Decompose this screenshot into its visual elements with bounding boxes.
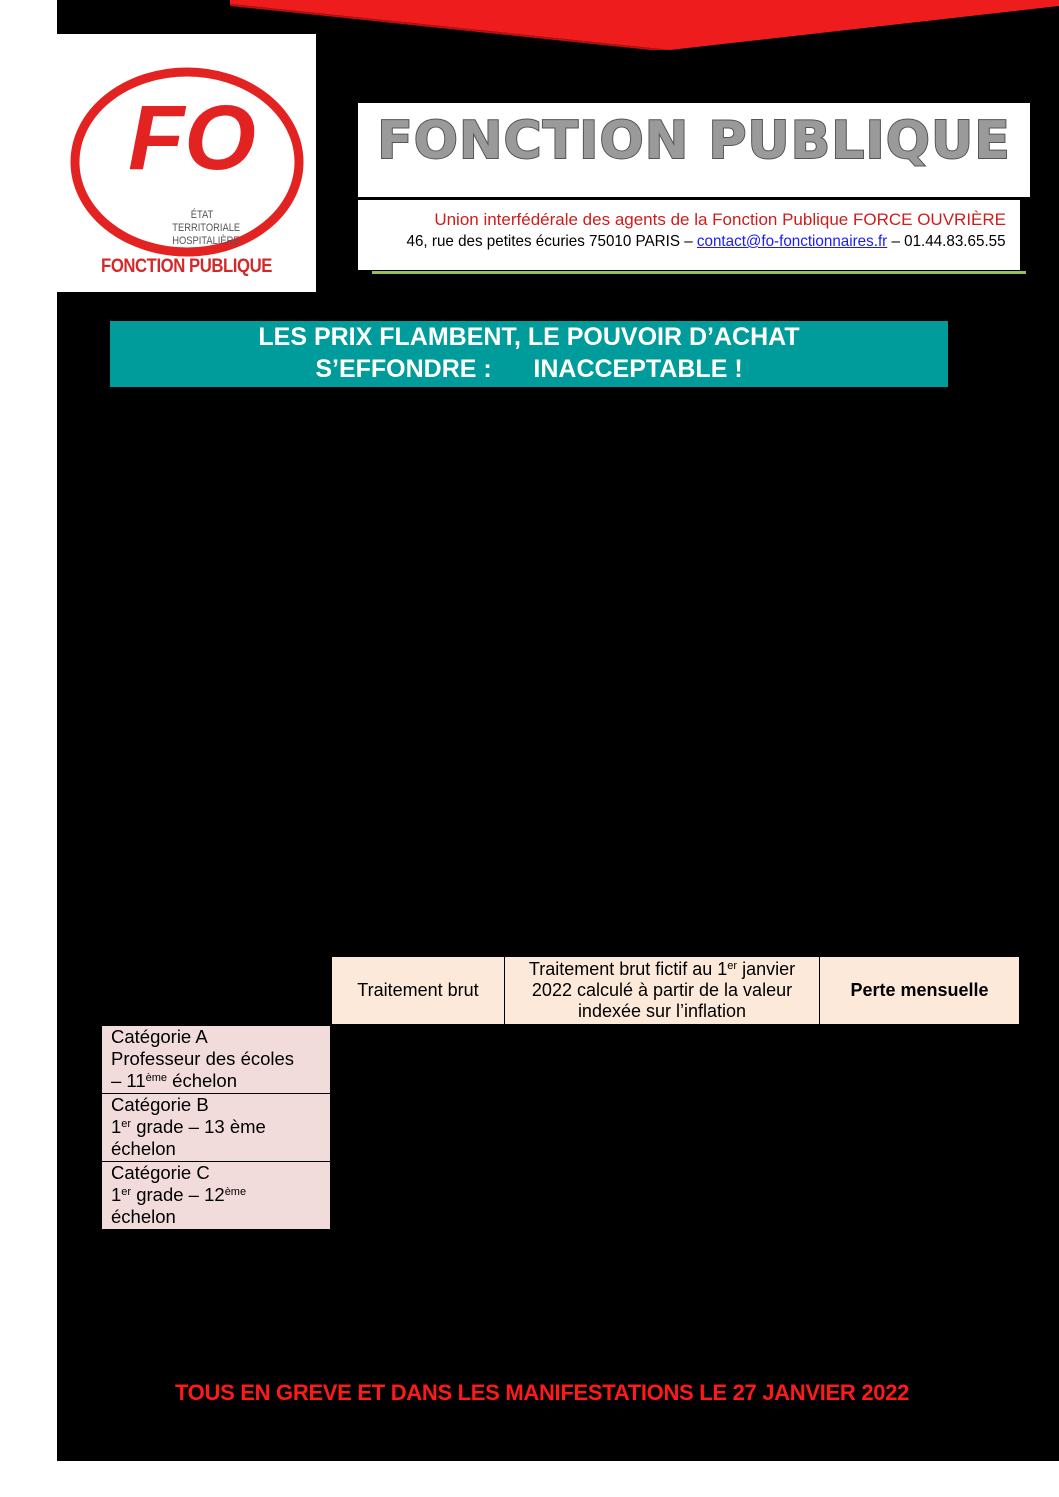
headline-line-1: LES PRIX FLAMBENT, LE POUVOIR D’ACHAT bbox=[258, 323, 800, 351]
page-title: FONCTION PUBLIQUE bbox=[377, 111, 1011, 171]
row-header-categorie-a: Catégorie A Professeur des écoles – 11ème échelon bbox=[101, 1025, 331, 1094]
column-header-perte-mensuelle: Perte mensuelle bbox=[819, 956, 1020, 1025]
green-divider bbox=[372, 271, 1026, 274]
logo-footer-text: FONCTION PUBLIQUE bbox=[101, 256, 272, 277]
column-header-traitement-fictif: Traitement brut fictif au 1er janvier 2022 calculé à partir de la valeur indexée sur l’inflation bbox=[504, 956, 820, 1025]
email-link[interactable]: contact@fo-fonctionnaires.fr bbox=[697, 233, 888, 250]
logo-subtitle: ÉTAT TERRITORIALE HOSPITALIÈRE bbox=[172, 209, 241, 247]
address-box bbox=[358, 200, 1020, 270]
top-red-banner bbox=[230, 0, 1059, 50]
strike-call: TOUS EN GREVE ET DANS LES MANIFESTATIONS LE 27 JANVIER 2022 bbox=[174, 1380, 910, 1405]
logo-letters: FO bbox=[128, 87, 256, 189]
address-line: 46, rue des petites écuries 75010 PARIS – contact@fo-fonctionnaires.fr – 01.44.83.65.55 bbox=[406, 233, 1006, 250]
row-header-categorie-c: Catégorie C 1er grade – 12ème échelon bbox=[101, 1161, 331, 1230]
row-header-categorie-b: Catégorie B 1er grade – 13 ème échelon bbox=[101, 1093, 331, 1162]
headline-line-2: S’EFFONDRE : INACCEPTABLE ! bbox=[315, 355, 743, 383]
fo-logo bbox=[57, 34, 316, 292]
title-box bbox=[358, 103, 1030, 197]
headline-banner bbox=[110, 321, 948, 387]
union-line: Union interfédérale des agents de la Fonction Publique FORCE OUVRIÈRE bbox=[434, 210, 1006, 229]
fo-logo-emblem bbox=[57, 34, 316, 292]
column-header-traitement-brut: Traitement brut bbox=[331, 956, 505, 1025]
